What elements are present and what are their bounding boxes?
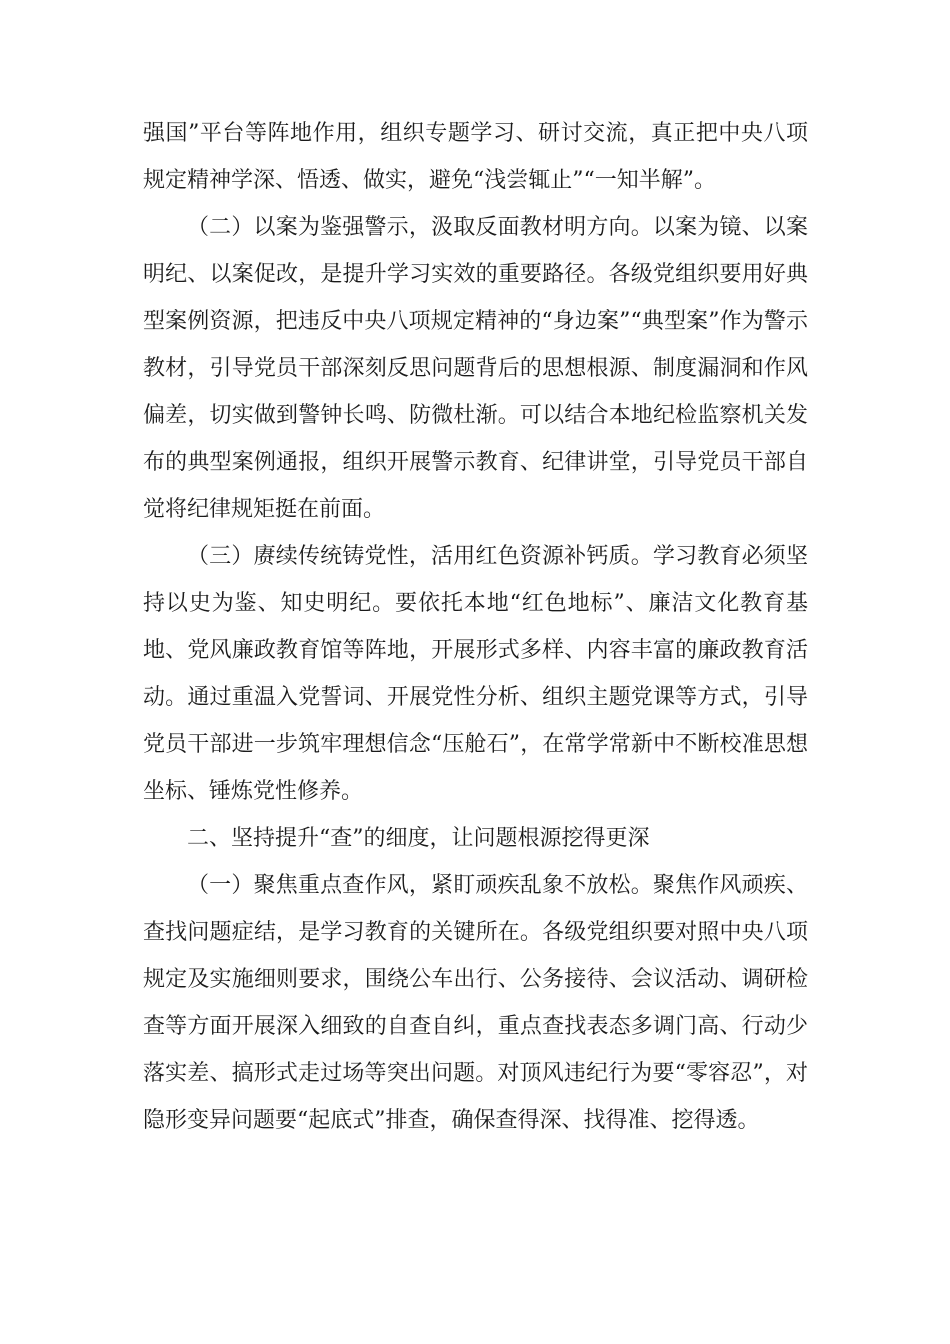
paragraph-section-2-1: （一）聚焦重点查作风，紧盯顽疾乱象不放松。聚焦作风顽疾、查找问题症结，是学习教育的关键所在。各级党组织要对照中央八项规定及实施细则要求，围绕公车出行、公务接待、会议活动、调研检查等方面开展深入细致的自查自纠，重点查找表态多调门高、行动少落实差、搞形式走过场等突出问题。对顶风违纪行为要“零容忍”，对隐形变异问题要“起底式”排查，确保查得深、找得准、挖得透。 (143, 873, 808, 1133)
document-body (143, 110, 808, 1144)
paragraph-section-1-2: （二）以案为鉴强警示，汲取反面教材明方向。以案为镜、以案明纪、以案促改，是提升学习实效的重要路径。各级党组织要用好典型案例资源，把违反中央八项规定精神的“身边案”“典型案”作为警示教材，引导党员干部深刻反思问题背后的思想根源、制度漏洞和作风偏差，切实做到警钟长鸣、防微杜渐。可以结合本地纪检监察机关发布的典型案例通报，组织开展警示教育、纪律讲堂，引导党员干部自觉将纪律规矩挺在前面。 (143, 215, 808, 522)
paragraph-continuation: 强国”平台等阵地作用，组织专题学习、研讨交流，真正把中央八项规定精神学深、悟透、做实，避免“浅尝辄止”“一知半解”。 (143, 121, 808, 193)
paragraph-section-1-3: （三）赓续传统铸党性，活用红色资源补钙质。学习教育必须坚持以史为鉴、知史明纪。要依托本地“红色地标”、廉洁文化教育基地、党风廉政教育馆等阵地，开展形式多样、内容丰富的廉政教育活动。通过重温入党誓词、开展党性分析、组织主题党课等方式，引导党员干部进一步筑牢理想信念“压舱石”，在常学常新中不断校准思想坐标、锤炼党性修养。 (143, 544, 808, 804)
section-heading-2: 二、坚持提升“查”的细度，让问题根源挖得更深 (187, 826, 650, 851)
